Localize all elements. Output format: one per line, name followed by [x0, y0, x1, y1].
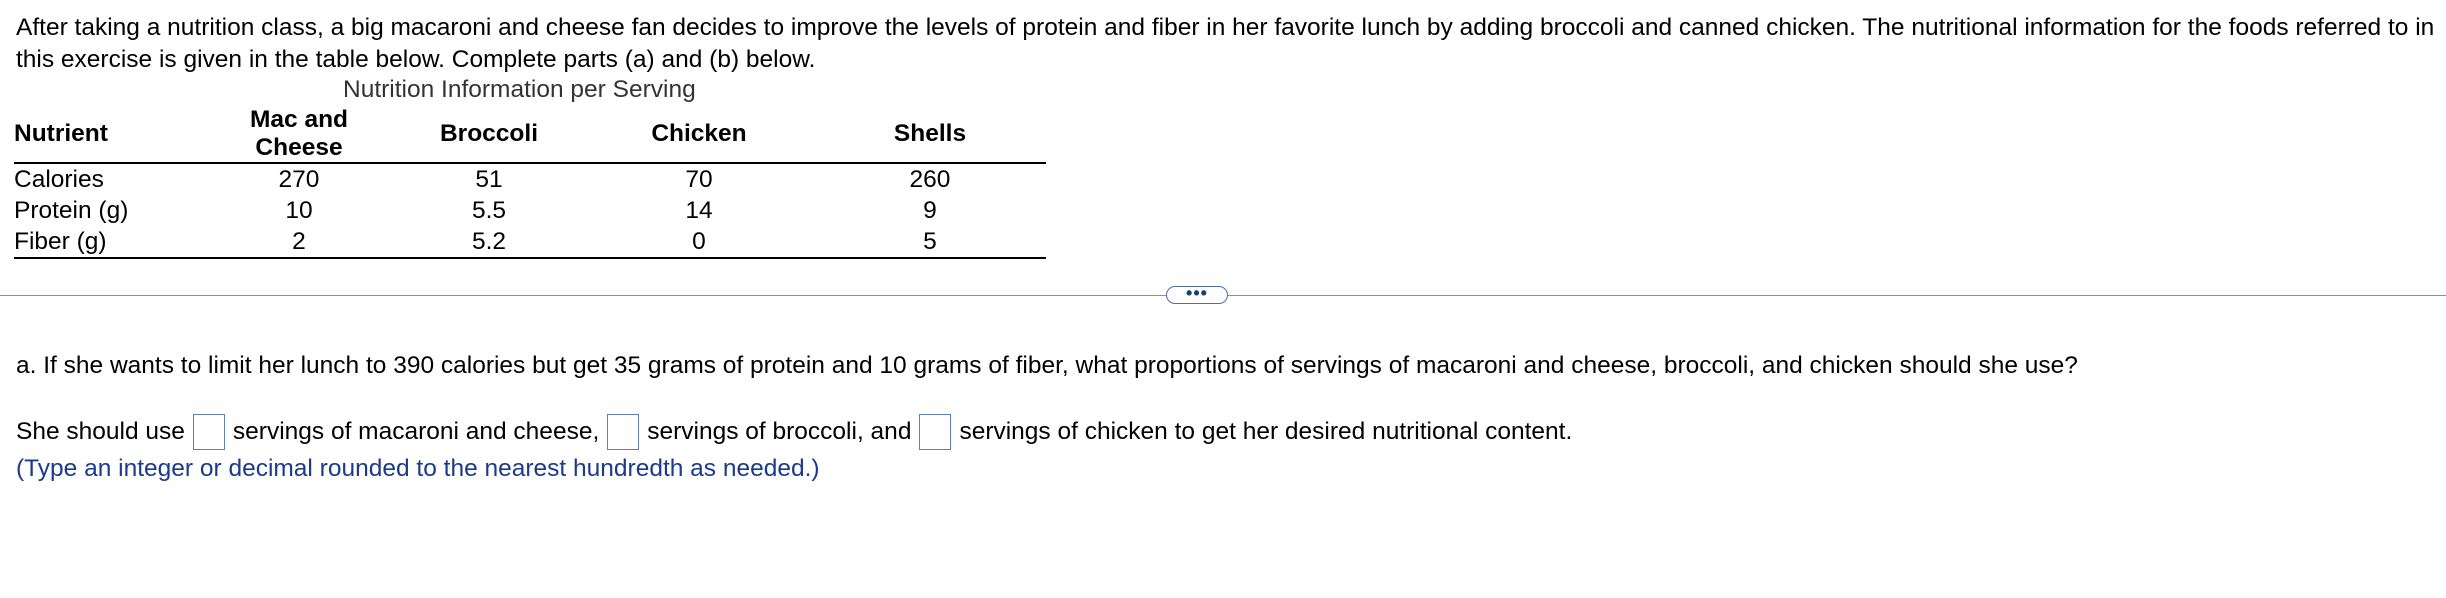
problem-statement: After taking a nutrition class, a big macaroni and cheese fan decides to improve the levels of protein and fiber in her favorite lunch by adding broccoli and canned chicken. The nutritional information for the foods referred to in this exercise is given in the table below. Complete parts (a) and (b) below.	[16, 14, 2435, 73]
answer-mid-1: servings of macaroni and cheese,	[232, 418, 600, 445]
header-mac-and-cheese: Mac and Cheese	[204, 106, 394, 163]
answer-suffix: servings of chicken to get her desired nutritional content.	[959, 418, 1573, 445]
table-cell: Protein (g)	[14, 196, 129, 224]
table-cell: 5	[814, 226, 1046, 258]
answer-line	[16, 414, 1572, 450]
mac-and-cheese-servings-input[interactable]	[193, 414, 225, 450]
part-a-question: a. If she wants to limit her lunch to 390 calories but get 35 grams of protein and 10 grams of fiber, what proportions of servings of macaroni and cheese, broccoli, and chicken should she use?	[16, 352, 2078, 379]
table-cell: 5.5	[471, 196, 507, 224]
chicken-servings-input[interactable]	[919, 414, 951, 450]
answer-prefix: She should use	[16, 418, 185, 445]
table-cell: 0	[584, 226, 814, 258]
table-caption: Nutrition Information per Serving	[343, 76, 696, 103]
answer-hint: (Type an integer or decimal rounded to the nearest hundredth as needed.)	[16, 455, 820, 482]
table-cell: 51	[475, 165, 503, 193]
header-chicken: Chicken	[584, 106, 814, 163]
broccoli-servings-input[interactable]	[607, 414, 639, 450]
header-nutrient: Nutrient	[14, 106, 204, 163]
expand-button[interactable]: •••	[1166, 286, 1228, 304]
table-row-protein	[14, 195, 1046, 226]
table-cell: 2	[204, 226, 394, 258]
table-cell: Calories	[14, 165, 104, 193]
table-cell: 14	[685, 196, 713, 224]
table-cell: 9	[923, 196, 937, 224]
answer-mid-2: servings of broccoli, and	[647, 418, 912, 445]
table-cell: 10	[285, 196, 313, 224]
table-cell: 260	[909, 165, 951, 193]
table-cell: 5.2	[394, 226, 584, 258]
header-broccoli: Broccoli	[394, 106, 584, 163]
table-cell: 70	[685, 165, 713, 193]
nutrition-table	[14, 106, 1046, 259]
table-cell: 270	[278, 165, 320, 193]
table-cell: Fiber (g)	[14, 226, 204, 258]
table-header-row	[14, 106, 1046, 163]
header-shells: Shells	[814, 106, 1046, 163]
table-row-calories	[14, 163, 1046, 195]
table-row-fiber	[14, 226, 1046, 258]
